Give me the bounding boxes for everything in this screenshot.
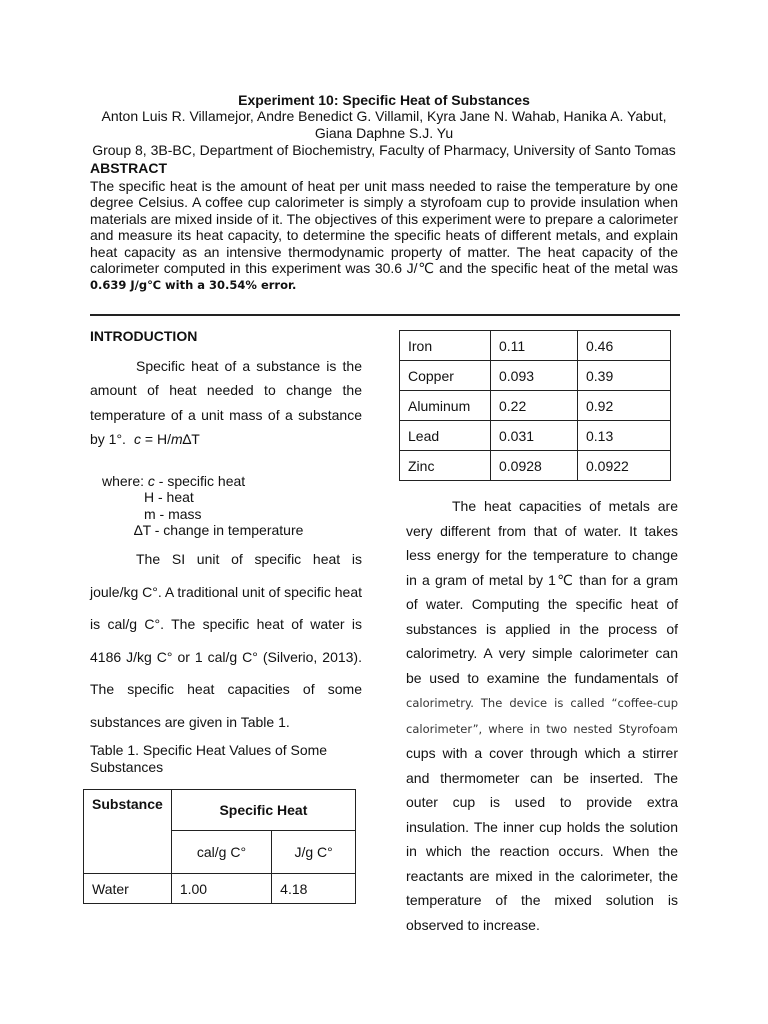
introduction-paragraph-2 — [90, 543, 362, 739]
table-cell-j: 4.18 — [272, 874, 356, 904]
formula-dt: ∆T — [182, 431, 200, 447]
formula-c-definition: - specific heat — [154, 473, 246, 489]
table-1-caption: Table 1. Specific Heat Values of Some Substances — [90, 742, 328, 775]
formula-where-line — [102, 473, 245, 489]
table-cell-j: 0.46 — [578, 331, 671, 361]
table-cell-cal: 0.11 — [491, 331, 578, 361]
discussion-text-main: The heat capacities of metals are very different from that of water. It takes less energy for the temperature to change in a gram of metal by 1℃ than for a gram of water. Computing the specific heat of substances is applied in the process of calorimetry. A very simple calorimeter can be used to examine the fundamentals of — [406, 498, 678, 686]
specific-heat-table — [83, 789, 356, 904]
table-cell-cal: 0.0928 — [491, 451, 578, 481]
table-cell-substance: Lead — [400, 421, 491, 451]
table-row — [400, 361, 671, 391]
paper-title: Experiment 10: Specific Heat of Substances — [238, 92, 530, 108]
formula-eq: = H/ — [141, 431, 171, 447]
table-cell-cal: 1.00 — [171, 874, 271, 904]
abstract-body: The specific heat is the amount of heat per unit mass needed to raise the temperature by one degree Celsius. A coffee cup calorimeter is simply a styrofoam cup to provide insulation when materials are mixed inside of it. The objectives of this experiment were to prepare a calorimeter and measure its heat capacity, to determine the specific heats of different metals, and explain heat capacity as an intensive thermodynamic property of matter. The heat capacity of the calorimeter computed in this experiment was 30.6 J/℃ and the specific heat of the metal was — [90, 178, 679, 277]
formula-h-definition: H - heat — [144, 489, 194, 505]
table-row — [400, 391, 671, 421]
introduction-paragraph-1: Specific heat of a substance is the amount of heat needed to change the temperature of a unit mass of a substance by 1°. — [90, 358, 362, 448]
table-row — [84, 874, 356, 904]
specific-heat-table-continued — [399, 330, 671, 481]
formula-m: m — [170, 431, 183, 447]
table-cell-substance: Water — [84, 874, 172, 904]
discussion-text-end: cups with a cover through which a stirrer and thermometer can be inserted. The outer cup is used to provide extra insulation. The inner cup holds the solution in which the reaction occurs. When the reactants are mixed in the calorimeter, the temperature of the mixed solution is observed to increase. — [406, 745, 678, 933]
discussion-paragraph — [406, 494, 678, 937]
table-cell-j: 0.39 — [578, 361, 671, 391]
affiliation: Group 8, 3B-BC, Department of Biochemistry, Faculty of Pharmacy, University of Santo Tomas — [92, 142, 676, 158]
formula-m-definition: m - mass — [144, 506, 202, 522]
table-header-unit-j: J/g C° — [272, 831, 356, 874]
table-cell-j: 0.13 — [578, 421, 671, 451]
table-cell-cal: 0.093 — [491, 361, 578, 391]
table-header-substance: Substance — [84, 790, 172, 874]
formula-c: c — [134, 431, 141, 447]
table-row — [400, 451, 671, 481]
abstract-result: 0.639 J/g℃ with a 30.54% error. — [90, 278, 297, 293]
table-row — [400, 421, 671, 451]
formula-where: where: — [102, 473, 148, 489]
table-cell-substance: Zinc — [400, 451, 491, 481]
author-list: Anton Luis R. Villamejor, Andre Benedict G. Villamil, Kyra Jane N. Wahab, Hanika A. Yabut, Giana Daphne S.J. Yu — [101, 108, 667, 141]
table-header-unit-cal: cal/g C° — [171, 831, 271, 874]
table-cell-cal: 0.031 — [491, 421, 578, 451]
introduction-paragraph-2-first: The SI unit of specific heat is — [136, 551, 362, 567]
introduction-heading: INTRODUCTION — [90, 328, 198, 344]
table-cell-cal: 0.22 — [491, 391, 578, 421]
table-row — [400, 331, 671, 361]
section-divider — [90, 314, 680, 316]
abstract-heading: ABSTRACT — [90, 160, 167, 176]
formula-line — [134, 431, 200, 447]
table-cell-substance: Copper — [400, 361, 491, 391]
table-cell-substance: Iron — [400, 331, 491, 361]
table-cell-j: 0.0922 — [578, 451, 671, 481]
abstract-text — [90, 178, 678, 294]
introduction-paragraph-2-rest: joule/kg C°. A traditional unit of specific heat is cal/g C°. The specific heat of water is 4186 J/kg C° or 1 cal/g C° (Silverio, 2013). The specific heat capacities of some substances are given in Table 1. — [90, 583, 362, 730]
table-cell-substance: Aluminum — [400, 391, 491, 421]
formula-dt-definition: ∆T - change in temperature — [134, 522, 304, 538]
table-cell-j: 0.92 — [578, 391, 671, 421]
table-header-specific-heat: Specific Heat — [171, 790, 355, 831]
formula-where-c: c — [147, 473, 155, 489]
discussion-text-alt: calorimetry. The device is called “coffee-cup calorimeter”, where in two nested Styrofoam — [406, 696, 678, 736]
